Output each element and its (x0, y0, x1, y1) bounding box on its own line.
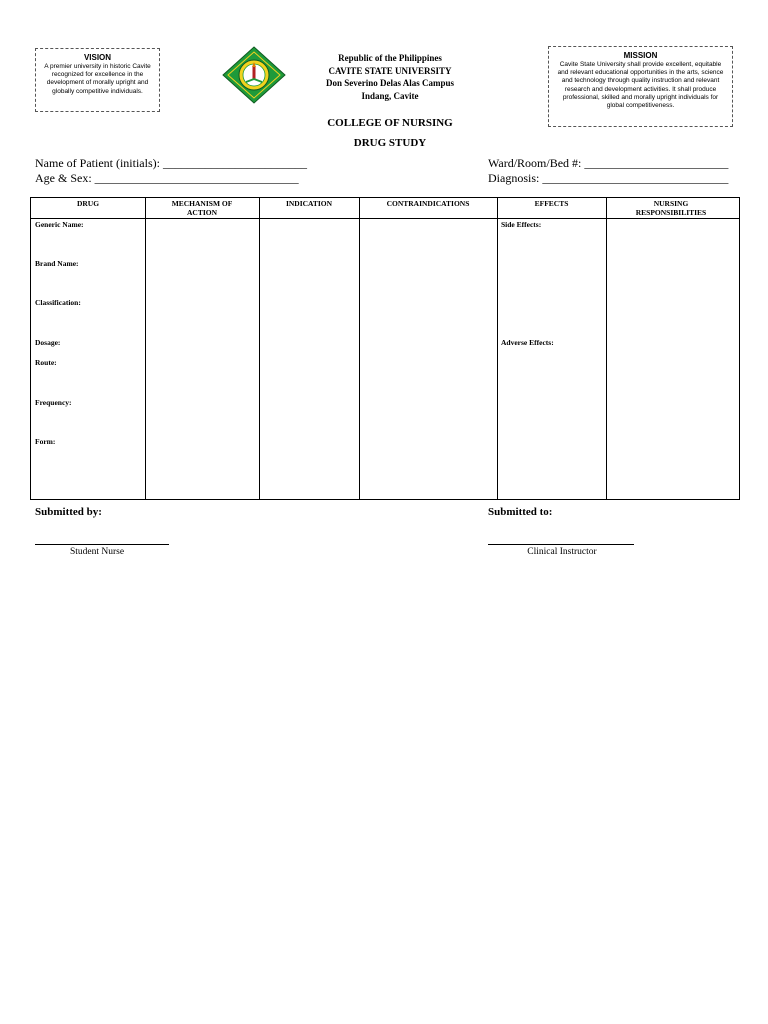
column-divider (145, 198, 146, 499)
header-indication: INDICATION (285, 199, 333, 208)
header-mechanism: MECHANISM OF ACTION (171, 199, 233, 217)
column-divider (259, 198, 260, 499)
header-location: Indang, Cavite (361, 91, 419, 101)
mission-title: MISSION (623, 51, 658, 60)
college-title: COLLEGE OF NURSING (327, 117, 453, 129)
column-divider (606, 198, 607, 499)
label-frequency: Frequency: (35, 398, 72, 407)
submitted-by-label: Submitted by: (35, 506, 102, 518)
mission-box (548, 46, 733, 127)
ward-room-bed-field: Ward/Room/Bed #: ________________________ (488, 156, 729, 170)
header-effects: EFFECTS (534, 199, 569, 208)
header-drug: DRUG (76, 199, 100, 208)
student-signature-line (35, 544, 169, 545)
label-route: Route: (35, 358, 57, 367)
label-generic-name: Generic Name: (35, 220, 84, 229)
patient-name-field: Name of Patient (initials): ________________________ (35, 156, 307, 170)
drug-study-table (30, 197, 740, 500)
student-nurse-label: Student Nurse (69, 547, 125, 557)
label-side-effects: Side Effects: (501, 220, 542, 229)
header-nursing: NURSING RESPONSIBILITIES (635, 199, 707, 217)
vision-text: A premier university in historic Cavite recognized for excellence in the development of morally upright and globally competitive individuals. (44, 63, 151, 95)
form-title: DRUG STUDY (353, 137, 427, 149)
header-contraindications: CONTRAINDICATIONS (386, 199, 470, 208)
vision-title: VISION (83, 53, 112, 62)
mission-text: Cavite State University shall provide excellent, equitable and relevant educational opportunities in the arts, science and technology through quality instruction and relevant research and development activities. It shall produce professional, skilled and morally upright individuals for global competitiveness. (557, 61, 724, 110)
instructor-signature-line (488, 544, 634, 545)
column-divider (497, 198, 498, 499)
submitted-to-label: Submitted to: (488, 506, 553, 518)
vision-box (35, 48, 160, 112)
label-brand-name: Brand Name: (35, 259, 79, 268)
label-adverse-effects: Adverse Effects: (501, 338, 554, 347)
diagnosis-field: Diagnosis: _______________________________ (488, 171, 729, 185)
label-classification: Classification: (35, 298, 81, 307)
header-campus: Don Severino Delas Alas Campus (325, 78, 454, 88)
header-university: CAVITE STATE UNIVERSITY (328, 66, 452, 76)
header-republic: Republic of the Philippines (338, 53, 442, 63)
age-sex-field: Age & Sex: __________________________________ (35, 171, 299, 185)
label-dosage: Dosage: (35, 338, 61, 347)
clinical-instructor-label: Clinical Instructor (527, 547, 597, 557)
table-header-divider (31, 218, 739, 219)
label-form: Form: (35, 437, 56, 446)
column-divider (359, 198, 360, 499)
